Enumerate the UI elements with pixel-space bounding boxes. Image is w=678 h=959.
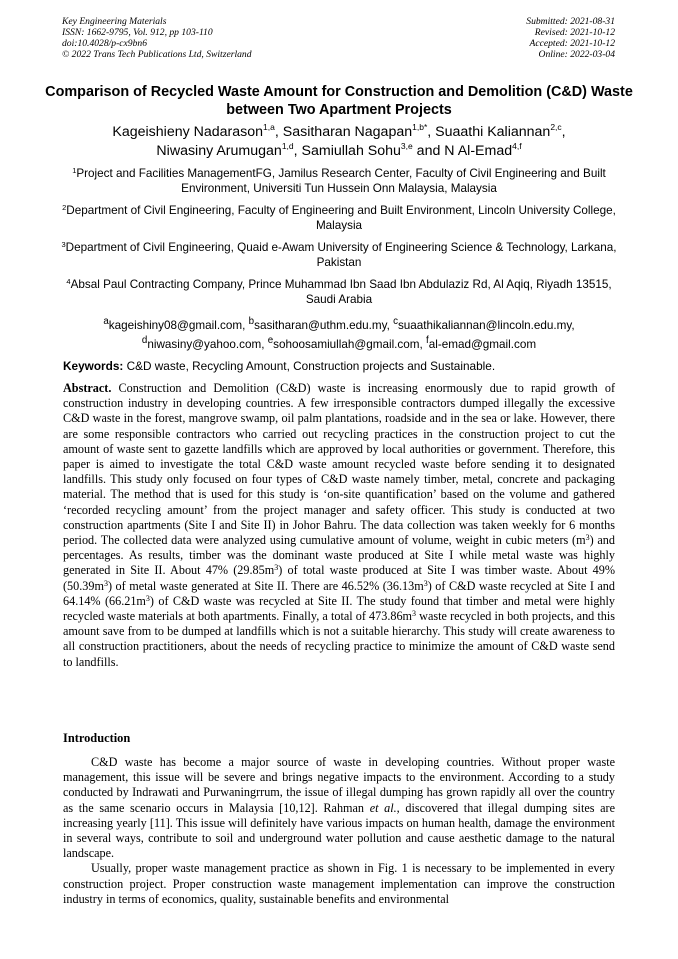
email-link[interactable]: $^c$suaathikaliannan@lincoln.edu.my xyxy=(393,316,572,332)
email-link[interactable]: $^a$kageishiny08@gmail.com xyxy=(103,316,243,332)
submitted-date: Submitted: 2021-08-31 xyxy=(526,16,615,27)
online-date: Online: 2022-03-04 xyxy=(538,49,615,60)
email-link[interactable]: $^e$sohoosamiullah@gmail.com xyxy=(267,334,420,351)
keywords xyxy=(63,359,615,374)
affiliation: $^1$Project and Facilities ManagementFG, Jamilus Research Center, Faculty of Civil Engineering and Built Environment, Universiti Tun Hussein Onn Malaysia, Malaysia xyxy=(72,166,606,195)
abstract: Abstract. Construction and Demolition (C&D) waste is increasing enormously due to rapid growth of construction industry in developing countries. A few irresponsible contractors dumped illegally the excessive C&D waste in the forest, mangrove swamp, oil palm plantations, roadside and in the sea or lake. However, there are some responsible contractors who carried out recycling practices in the construction project to cut the amount of waste sent to gazette landfills which are approved by local authorities or government. Therefore, this paper is aimed to investigate the total C&D waste amount recycled waste before sending it to designated landfills. This study only focused on four types of C&D waste namely timber, metal, concrete and packaging material. The method that is used for this study is ‘on-site quantification’ based on the volume and gathered ‘recorded recycling amount’ from the project manager and safety officer. This study is conducted at two construction apartments (Site I and Site II) in Johor Bahru. The data collection was taken weekly for 6 months period. The collected data were analyzed using cumulative amount of volume, weight in cubic meters $(m^3)$ and percentages. As results, timber was the dominant waste produced at Site I while metal waste was highly generated in Site II. About 47% $(29.85m^3)$ of total waste produced at Site I was timber waste. About 49% $(50.39m^3)$ of metal waste generated at Site II. There are 46.52% $(36.13m^3)$ of C&D waste recycled at Site I and 64.14% $(66.21m^3)$ of C&D waste was recycled at Site II. The study found that timber and metal were highly recycled waste materials at both apartments. Finally, a total of $473.86m^3$ waste recycled in both projects, and this amount save from to be dumped at landfills which is not a suitable hierarchy. This study will create awareness to all construction practitioners, about the needs of recycling practice to minimize the amount of C&D waste send to landfills. xyxy=(63,381,616,669)
author: Niwasiny Arumugan$^{1,d}$, xyxy=(156,141,302,159)
introduction-body xyxy=(63,755,615,907)
journal-name: Key Engineering Materials xyxy=(62,16,167,27)
author: Samiullah Sohu$^{3,e}$ and xyxy=(301,141,445,159)
keywords-label: Keywords: xyxy=(63,359,124,373)
email-link[interactable]: $^d$niwasiny@yahoo.com xyxy=(141,334,262,351)
email-list: $^a$kageishiny08@gmail.com, $^b$sasitharan@uthm.edu.my, $^c$suaathikaliannan@lincoln.edu.my, $^d$niwasiny@yahoo.com, $^e$sohoosamiullah@gmail.com, $^f$al-emad@gmail.com xyxy=(103,316,575,351)
author: Sasitharan Nagapan$^{1,b*}$, xyxy=(282,122,436,140)
abstract-label: Abstract. xyxy=(63,381,112,395)
paragraph: C&D waste has become a major source of waste in developing countries. Without proper waste management, this issue will be severe and brings negative impacts to the environment. According to a study conducted by Indrawati and Purwaningrrum, the issue of illegal dumping has grown rapidly all over the country as the same scenario occurs in Malaysia [10,12]. Rahman et al., discovered that illegal dumping sites are increasing yearly [11]. This issue will definitely have various impacts on human health, damage the environment in several ways, contribute to soil and underground water pollution and cause aesthetic damage to the natural landscape. xyxy=(63,755,616,861)
section-heading-introduction: Introduction xyxy=(63,731,131,745)
keywords-text: C&D waste, Recycling Amount, Construction projects and Sustainable. xyxy=(126,359,496,373)
paper-title: Comparison of Recycled Waste Amount for Construction and Demolition (C&D) Waste between Two Apartment Projects xyxy=(45,84,633,118)
accepted-date: Accepted: 2021-10-12 xyxy=(529,38,615,49)
affiliations xyxy=(60,166,618,352)
doi-line[interactable]: doi:10.4028/p-cx9bn6 xyxy=(62,38,147,49)
author: N Al-Emad$^{4,f}$ xyxy=(444,141,522,159)
dates-header xyxy=(526,16,615,60)
email-link[interactable]: $^f$al-emad@gmail.com xyxy=(426,334,537,351)
journal-header xyxy=(62,16,252,60)
author: Suaathi Kaliannan$^{2,c}$, xyxy=(435,122,566,140)
copyright-line: © 2022 Trans Tech Publications Ltd, Switzerland xyxy=(62,49,252,60)
paragraph: Usually, proper waste management practice as shown in Fig. 1 is necessary to be implemented in every construction project. Proper construction waste management implementation can improve the construction industry in terms of economics, quality, sustainable benefits and environmental xyxy=(63,861,615,906)
issn-line: ISSN: 1662-9795, Vol. 912, pp 103-110 xyxy=(62,27,213,38)
author-list xyxy=(40,123,638,161)
revised-date: Revised: 2021-10-12 xyxy=(534,27,615,38)
affiliation: $^4$Absal Paul Contracting Company, Prince Muhammad Ibn Saad Ibn Abdulaziz Rd, Al Aqiq, Riyadh 13515, Saudi Arabia xyxy=(66,277,612,306)
affiliation: $^2$Department of Civil Engineering, Faculty of Engineering and Built Environment, Lincoln University College, Malaysia xyxy=(62,203,616,232)
author: Kageishieny Nadarason$^{1,a}$, xyxy=(112,122,283,140)
email-link[interactable]: $^b$sasitharan@uthm.edu.my xyxy=(248,316,387,332)
affiliation: $^3$Department of Civil Engineering, Quaid e-Awam University of Engineering Science & Technology, Larkana, Pakistan xyxy=(61,240,617,269)
